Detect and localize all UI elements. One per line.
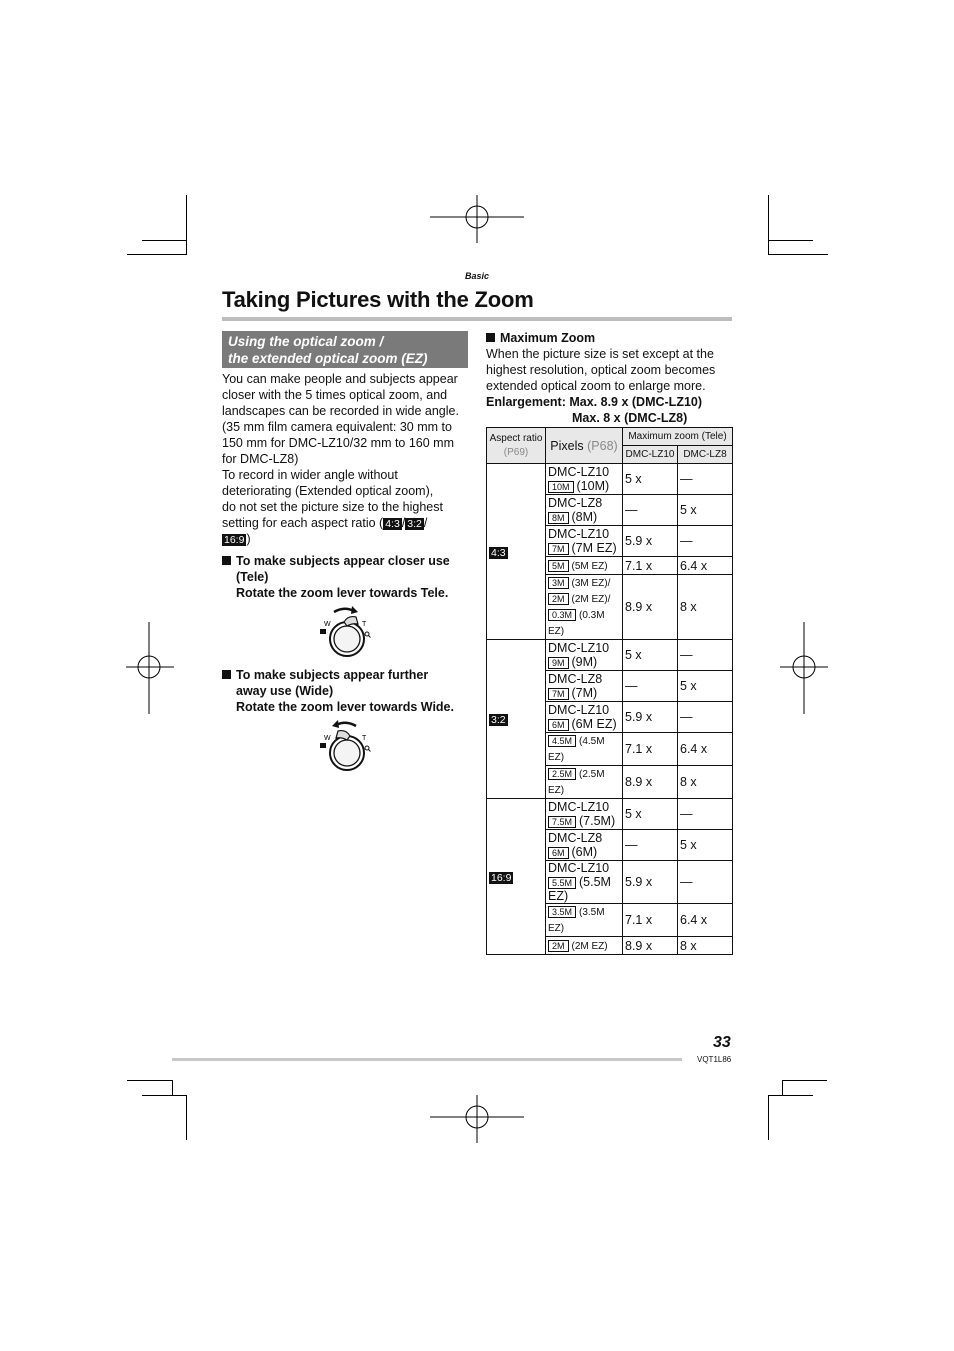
max-zoom-header: Maximum zoom (Tele) — [623, 428, 733, 446]
max-zoom-line: When the picture size is set except at the — [486, 347, 714, 361]
section-label: Basic — [465, 271, 490, 281]
model-name: DMC-LZ10 — [548, 861, 610, 875]
crop-mark — [768, 254, 828, 255]
footer-rule — [172, 1058, 682, 1061]
pixel-size — [548, 733, 620, 765]
pixels-cell — [546, 495, 623, 526]
zoom-lz10-value: 8.9 x — [623, 575, 678, 640]
zoom-lz8-value: 5 x — [678, 830, 733, 861]
wide-line: To make subjects appear further — [236, 668, 429, 682]
pixel-size-label: (6M EZ) — [571, 717, 617, 731]
picture-size-icon: 8M — [548, 512, 569, 524]
max-zoom-line: highest resolution, optical zoom becomes — [486, 363, 716, 377]
pixel-size-label: (2M EZ) — [571, 940, 608, 952]
registration-mark-top — [430, 195, 524, 243]
picture-size-icon: 2M — [548, 593, 569, 605]
zoom-lz10-value: 5 x — [623, 464, 678, 495]
zoom-lz8-value: — — [678, 702, 733, 733]
zoom-lz10-value: 5 x — [623, 640, 678, 671]
aspect-ratio-header — [487, 428, 546, 464]
zoom-lz10-value: 5 x — [623, 799, 678, 830]
intro-line: You can make people and subjects appear — [222, 372, 458, 386]
zoom-lz10-value: 8.9 x — [623, 937, 678, 955]
pixels-cell — [546, 526, 623, 557]
pixels-cell — [546, 640, 623, 671]
zoom-lz10-value: 7.1 x — [623, 904, 678, 937]
intro-paragraph — [222, 371, 472, 547]
bullet-square-icon — [222, 556, 231, 565]
picture-size-icon: 7M — [548, 688, 569, 700]
pixel-size-label: (2M EZ)/ — [571, 594, 611, 605]
zoom-lz10-value: — — [623, 671, 678, 702]
intro-line — [222, 531, 472, 547]
pixel-size — [548, 766, 620, 798]
intro-line — [222, 515, 472, 531]
pixels-cell — [546, 830, 623, 861]
tele-label: T — [362, 735, 367, 742]
pixel-size-label: (5M EZ) — [571, 560, 608, 572]
zoom-lz10-value: — — [623, 495, 678, 526]
intro-line: closer with the 5 times optical zoom, and — [222, 388, 448, 402]
picture-size-icon: 2M — [548, 940, 569, 952]
table-header-row — [487, 428, 733, 446]
registration-mark-left — [126, 622, 174, 714]
picture-size-icon: 10M — [548, 481, 574, 493]
separator: / — [401, 516, 406, 530]
pixel-size — [548, 558, 620, 574]
max-zoom-heading: Maximum Zoom — [500, 331, 596, 345]
pixel-size-label: (7M) — [571, 686, 598, 700]
zoom-lz10-value: 5.9 x — [623, 702, 678, 733]
pixel-size-label: (9M) — [571, 655, 598, 669]
zoom-lz10-value: 8.9 x — [623, 766, 678, 799]
page-number: 33 — [713, 1034, 731, 1051]
max-zoom-section — [486, 330, 736, 426]
pixels-cell — [546, 937, 623, 955]
crop-mark — [127, 254, 187, 255]
zoom-lz8-value: 5 x — [678, 495, 733, 526]
zoom-lz8-value: 6.4 x — [678, 904, 733, 937]
aspect-ratio-cell — [487, 640, 546, 799]
model-name: DMC-LZ8 — [548, 496, 603, 510]
zoom-table — [486, 427, 733, 955]
pixels-cell — [546, 557, 623, 575]
crop-mark — [768, 1095, 769, 1140]
pixels-page-ref: (P68) — [587, 438, 618, 453]
tele-line: (Tele) — [236, 570, 269, 584]
aspect-ratio-chip: 4:3 — [491, 546, 506, 559]
picture-size-icon: 4.5M — [548, 735, 576, 747]
intro-text: setting for each aspect ratio ( — [222, 516, 384, 530]
pixel-size — [548, 591, 620, 607]
pixels-cell — [546, 671, 623, 702]
crop-mark — [186, 195, 187, 255]
pixel-size — [548, 607, 620, 639]
pixel-size-label: (3.5M EZ) — [548, 907, 605, 934]
subheading-line: Using the optical zoom / — [228, 334, 384, 349]
wide-line: away use (Wide) — [236, 684, 334, 698]
intro-line: deteriorating (Extended optical zoom), — [222, 484, 434, 498]
pixel-size — [548, 845, 620, 859]
wide-instruction — [222, 667, 472, 715]
registration-mark-right — [780, 622, 828, 714]
intro-line: for DMC-LZ8) — [222, 452, 299, 466]
pixels-cell — [546, 799, 623, 830]
picture-size-icon: 0.3M — [548, 609, 576, 621]
registration-mark-bottom — [430, 1095, 524, 1143]
picture-size-icon: 2.5M — [548, 768, 576, 780]
zoom-lz10-value: 7.1 x — [623, 733, 678, 766]
pixel-size-label: (5.5M EZ) — [548, 875, 611, 903]
zoom-lz10-value: 5.9 x — [623, 861, 678, 904]
pixel-size-label: (0.3M EZ) — [548, 610, 605, 637]
max-zoom-line: extended optical zoom to enlarge more. — [486, 379, 706, 393]
zoom-lz8-value: 8 x — [678, 575, 733, 640]
bullet-square-icon — [486, 333, 495, 342]
wide-line: Rotate the zoom lever towards Wide. — [236, 700, 454, 714]
picture-size-icon: 3.5M — [548, 906, 576, 918]
bullet-square-icon — [222, 670, 231, 679]
tele-line: Rotate the zoom lever towards Tele. — [236, 586, 449, 600]
model-name: DMC-LZ10 — [548, 641, 610, 655]
crop-mark — [186, 1095, 187, 1140]
pixel-size-label: (8M) — [571, 510, 598, 524]
crop-mark — [127, 1080, 172, 1081]
pixel-size — [548, 875, 620, 903]
col-header-lz8: DMC-LZ8 — [678, 446, 733, 464]
intro-line: (35 mm film camera equivalent: 30 mm to — [222, 420, 452, 434]
tele-line: To make subjects appear closer use — [236, 554, 450, 568]
table-row — [487, 799, 733, 830]
aspect-ratio-page-ref: (P69) — [503, 446, 529, 458]
pixels-cell — [546, 904, 623, 937]
pixels-cell — [546, 861, 623, 904]
picture-size-icon: 5.5M — [548, 877, 576, 889]
tele-instruction — [222, 553, 472, 601]
pixel-size — [548, 717, 620, 731]
pixel-size — [548, 541, 620, 555]
model-name: DMC-LZ10 — [548, 703, 610, 717]
aspect-ratio-cell — [487, 464, 546, 640]
tele-label: T — [362, 621, 367, 628]
model-name: DMC-LZ10 — [548, 527, 610, 541]
zoom-lz8-value: 6.4 x — [678, 557, 733, 575]
enlargement-line: Enlargement: Max. 8.9 x (DMC-LZ10) — [486, 395, 703, 409]
zoom-lz8-value: 6.4 x — [678, 733, 733, 766]
aspect-ratio-chip: 4:3 — [385, 518, 400, 530]
zoom-lz8-value: — — [678, 640, 733, 671]
separator: / — [423, 516, 428, 530]
model-name: DMC-LZ8 — [548, 831, 603, 845]
wide-label: W — [324, 621, 331, 628]
picture-size-icon: 5M — [548, 560, 569, 572]
zoom-lz10-value: 5.9 x — [623, 526, 678, 557]
picture-size-icon: 7M — [548, 543, 569, 555]
model-code: VQT1L86 — [697, 1055, 732, 1064]
title-rule — [222, 317, 732, 321]
pixel-size — [548, 686, 620, 700]
enlargement-line: Max. 8 x (DMC-LZ8) — [572, 411, 688, 425]
aspect-ratio-chip: 16:9 — [224, 534, 245, 546]
zoom-lever-wide-icon — [312, 718, 378, 776]
picture-size-icon: 9M — [548, 657, 569, 669]
pixels-cell — [546, 464, 623, 495]
separator: ) — [246, 532, 251, 546]
crop-mark — [768, 195, 769, 255]
page-title: Taking Pictures with the Zoom — [222, 287, 534, 312]
crop-mark — [142, 1095, 187, 1096]
model-name: DMC-LZ10 — [548, 800, 610, 814]
subheading-line: the extended optical zoom (EZ) — [228, 351, 428, 366]
zoom-lz8-value: 8 x — [678, 937, 733, 955]
zoom-lz8-value: 5 x — [678, 671, 733, 702]
picture-size-icon: 6M — [548, 719, 569, 731]
picture-size-icon: 7.5M — [548, 816, 576, 828]
aspect-ratio-cell — [487, 799, 546, 955]
intro-line: do not set the picture size to the highest — [222, 500, 443, 514]
aspect-ratio-chip: 16:9 — [491, 871, 512, 884]
zoom-lz10-value: 7.1 x — [623, 557, 678, 575]
crop-mark — [768, 240, 813, 241]
zoom-lz8-value: — — [678, 526, 733, 557]
aspect-ratio-chip: 3:2 — [491, 714, 506, 726]
zoom-lz8-value: — — [678, 799, 733, 830]
pixels-header — [546, 428, 623, 464]
pixel-size-label: (10M) — [576, 479, 610, 493]
col-header-lz10: DMC-LZ10 — [623, 446, 678, 464]
intro-line: To record in wider angle without — [222, 468, 398, 482]
model-name: DMC-LZ8 — [548, 672, 603, 686]
crop-mark — [782, 1080, 827, 1081]
zoom-lever-tele-icon — [312, 604, 378, 662]
intro-line: 150 mm for DMC-LZ10/32 mm to 160 mm — [222, 436, 455, 450]
pixel-size-label: (2.5M EZ) — [548, 769, 605, 796]
pixel-size — [548, 938, 620, 954]
pixel-size — [548, 814, 620, 828]
wide-label: W — [324, 735, 331, 742]
zoom-lz8-value: 8 x — [678, 766, 733, 799]
pixels-cell — [546, 766, 623, 799]
pixel-size — [548, 904, 620, 936]
pixel-size-label: (7.5M) — [579, 814, 616, 828]
crop-mark — [172, 1080, 173, 1095]
pixel-size-label: (6M) — [571, 845, 598, 859]
pixel-size — [548, 510, 620, 524]
pixel-size-label: (4.5M EZ) — [548, 736, 605, 763]
pixel-size — [548, 479, 620, 493]
pixel-size — [548, 655, 620, 669]
zoom-lz8-value: — — [678, 861, 733, 904]
crop-mark — [142, 240, 187, 241]
pixels-cell — [546, 575, 623, 640]
pixels-cell — [546, 702, 623, 733]
pixel-size — [548, 575, 620, 591]
pixels-header-label: Pixels — [550, 438, 588, 453]
aspect-ratio-chip: 3:2 — [407, 518, 422, 530]
subheading — [222, 331, 468, 368]
picture-size-icon: 3M — [548, 577, 569, 589]
pixel-size-label: (7M EZ) — [571, 541, 617, 555]
pixel-size-label: (3M EZ)/ — [571, 578, 611, 589]
model-name: DMC-LZ10 — [548, 465, 610, 479]
picture-size-icon: 6M — [548, 847, 569, 859]
zoom-lz8-value: — — [678, 464, 733, 495]
pixels-cell — [546, 733, 623, 766]
aspect-ratio-header-label: Aspect ratio — [489, 432, 543, 444]
intro-line: landscapes can be recorded in wide angle. — [222, 404, 459, 418]
crop-mark — [782, 1080, 783, 1095]
table-row — [487, 640, 733, 671]
zoom-lz10-value: — — [623, 830, 678, 861]
table-row — [487, 464, 733, 495]
crop-mark — [768, 1095, 813, 1096]
